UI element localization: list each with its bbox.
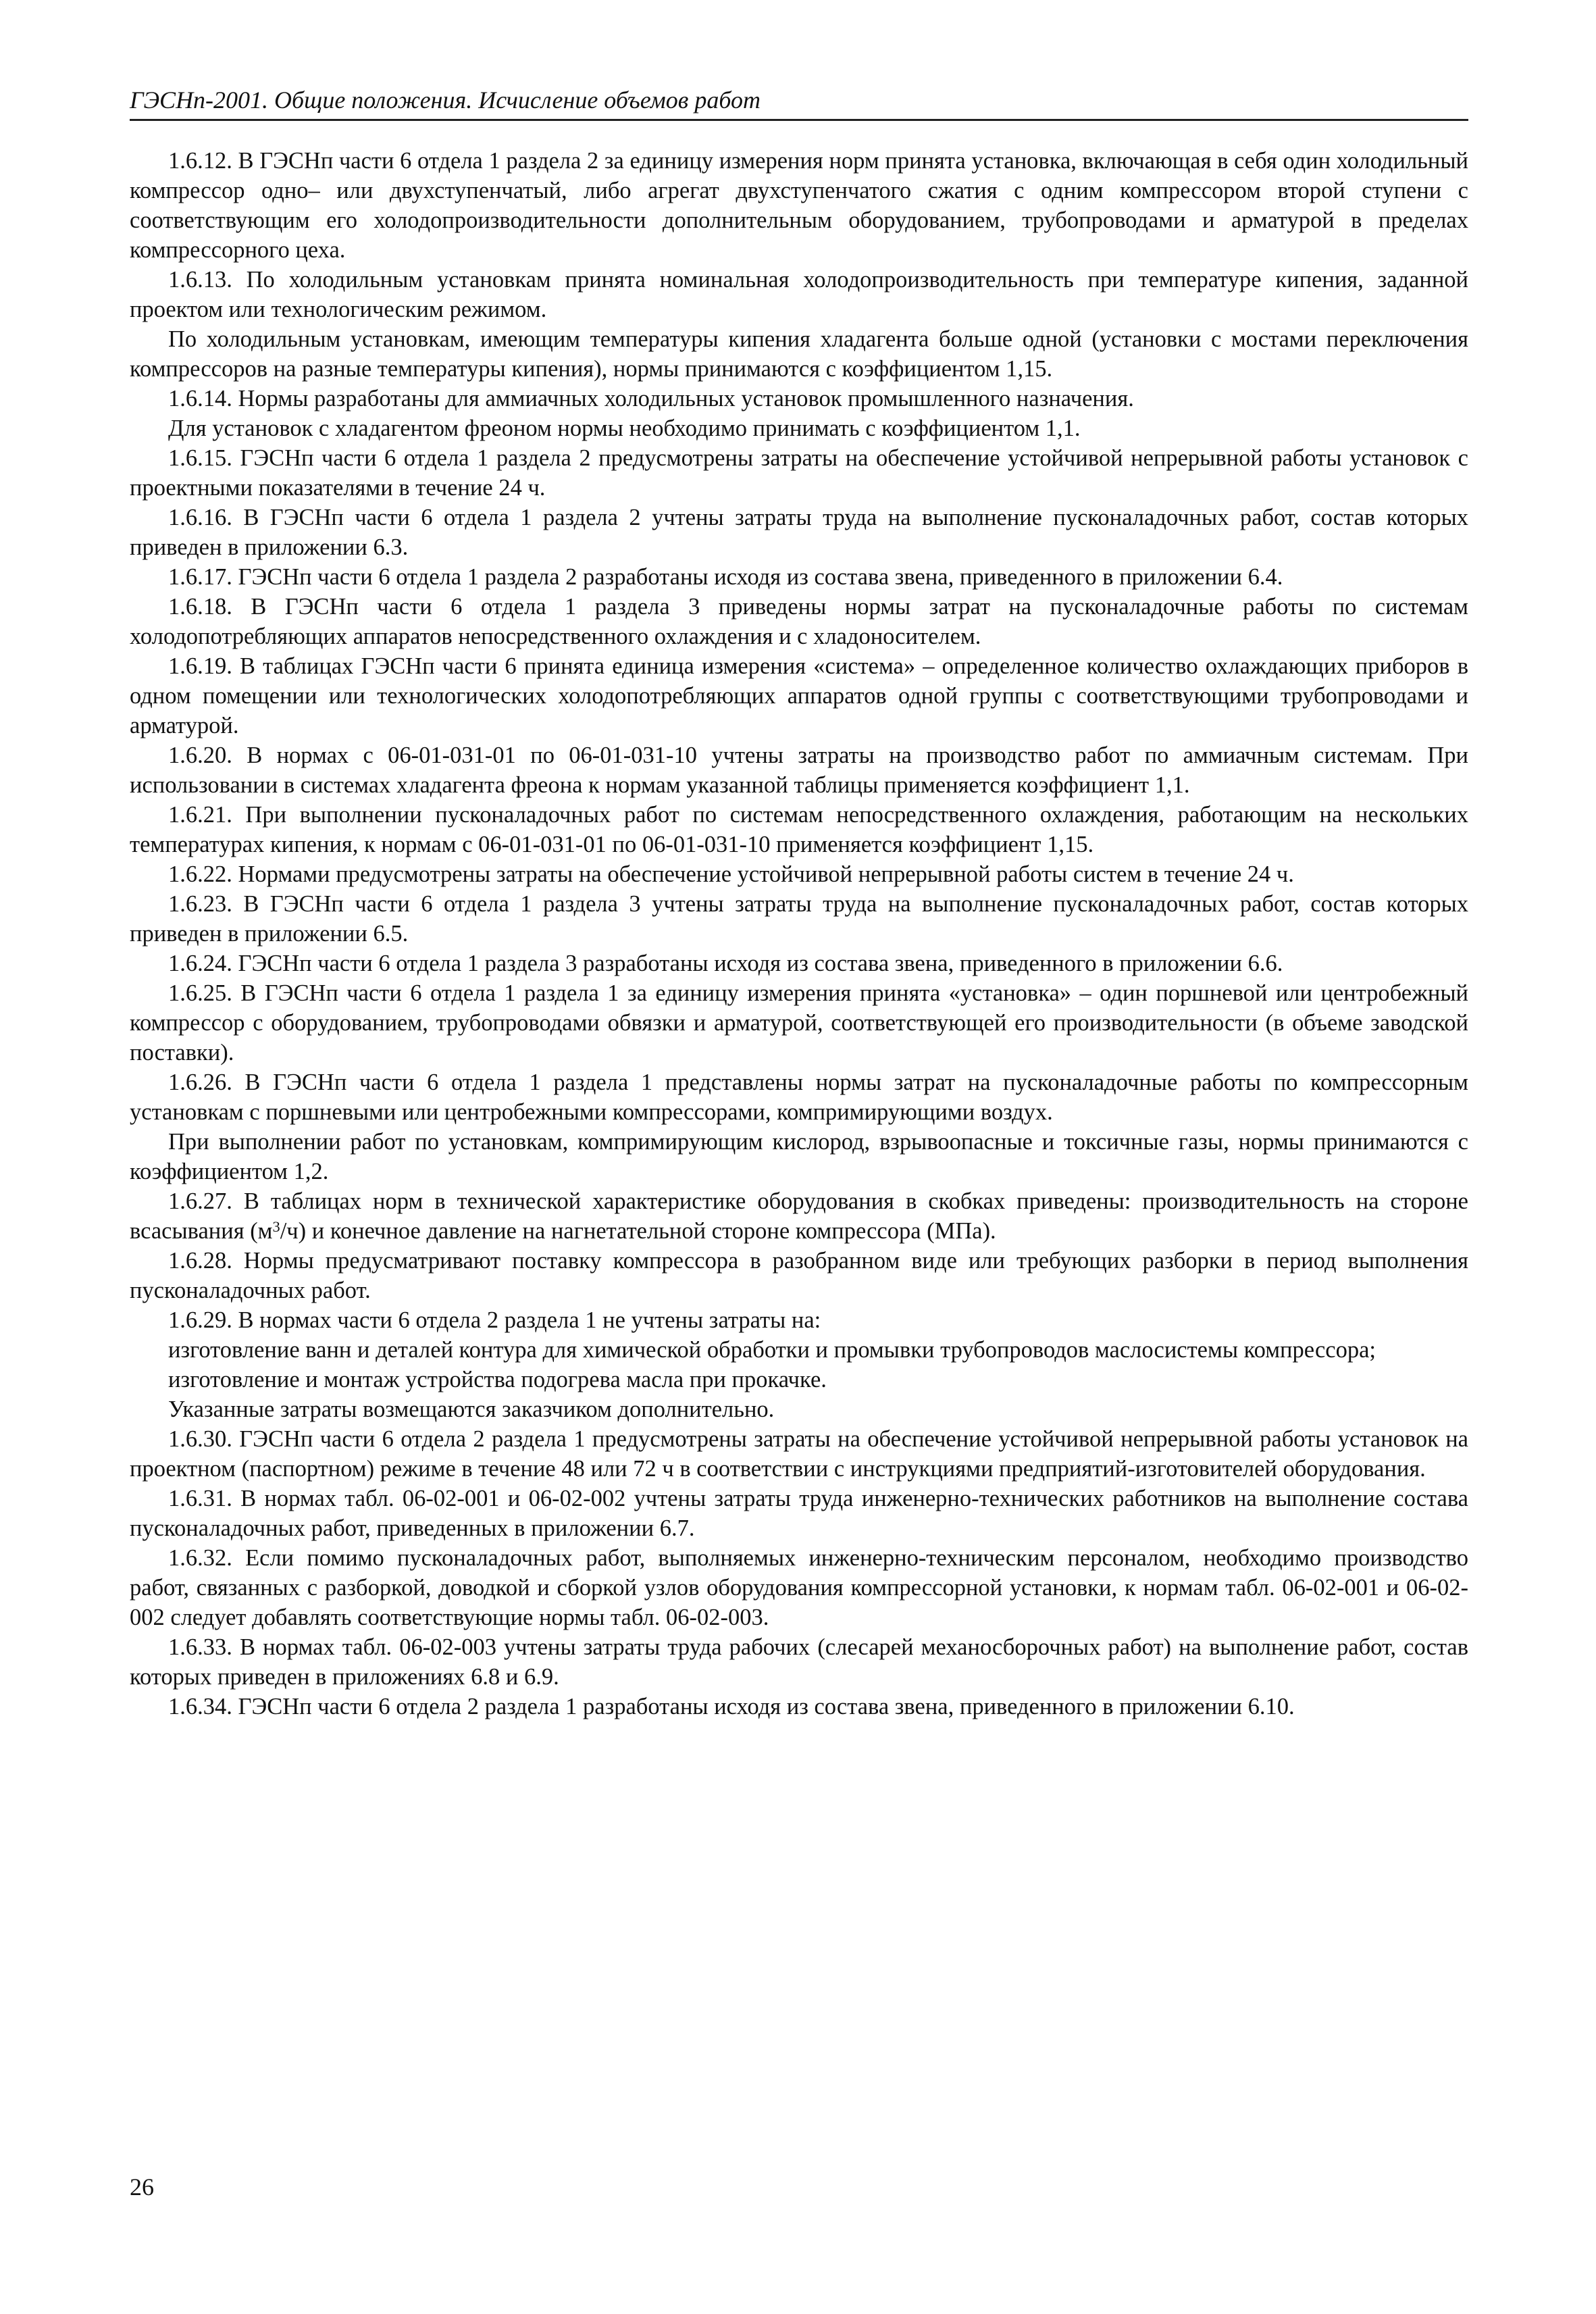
paragraph-1-6-31: 1.6.31. В нормах табл. 06-02-001 и 06-02-002 учтены затраты труда инженерно-технических работников на выполнение состава пусконаладочных работ, приведенных в приложении 6.7. — [130, 1486, 1468, 1541]
paragraph-1-6-12: 1.6.12. В ГЭСНп части 6 отдела 1 раздела 2 за единицу измерения норм принята установка, включающая в себя один холодильный компрессор одно– или двухступенчатый, либо агрегат двухступенчатого сжатия с одним компрессором второй ступени с соответствующим его холодопроизводительности дополнительным оборудованием, трубопроводами и арматурой в пределах компрессорного цеха. — [130, 148, 1468, 263]
paragraph-1-6-27 — [130, 1186, 1468, 1246]
paragraph-1-6-26-cont: При выполнении работ по установкам, компримирующим кислород, взрывоопасные и токсичные газы, нормы принимаются с коэффициентом 1,2. — [130, 1129, 1468, 1184]
paragraph-1-6-29-note: Указанные затраты возмещаются заказчиком дополнительно. — [168, 1397, 775, 1422]
paragraph-1-6-23: 1.6.23. В ГЭСНп части 6 отдела 1 раздела 3 учтены затраты труда на выполнение пусконаладочных работ, состав которых приведен в приложении 6.5. — [130, 891, 1468, 947]
paragraph-1-6-29-item-2: изготовление и монтаж устройства подогрева масла при прокачке. — [168, 1367, 827, 1392]
paragraph-1-6-13: 1.6.13. По холодильным установкам принята номинальная холодопроизводительность при температуре кипения, заданной проектом или технологическим режимом. — [130, 267, 1468, 322]
paragraph-1-6-24: 1.6.24. ГЭСНп части 6 отдела 1 раздела 3 разработаны исходя из состава звена, приведенного в приложении 6.6. — [168, 951, 1283, 976]
page-number: 26 — [130, 2173, 154, 2200]
paragraph-1-6-27-text-a: 1.6.27. В таблицах норм в технической характеристике оборудования в скобках приведены: производительность на стороне всасывания (м — [130, 1188, 1468, 1244]
paragraph-1-6-25: 1.6.25. В ГЭСНп части 6 отдела 1 раздела 1 за единицу измерения принята «установка» – один поршневой или центробежный компрессор с оборудованием, трубопроводами обвязки и арматурой, соответствующей его производительности (в объеме заводской поставки). — [130, 980, 1468, 1065]
paragraph-1-6-22: 1.6.22. Нормами предусмотрены затраты на обеспечение устойчивой непрерывной работы систем в течение 24 ч. — [168, 861, 1294, 887]
paragraph-1-6-30: 1.6.30. ГЭСНп части 6 отдела 2 раздела 1 предусмотрены затраты на обеспечение устойчивой непрерывной работы установок на проектном (паспортном) режиме в течение 48 или 72 ч в соответствии с инструкциями предприятий-изготовителей оборудования. — [130, 1426, 1468, 1482]
paragraph-1-6-13-cont: По холодильным установкам, имеющим температуры кипения хладагента больше одной (установки с мостами переключения компрессоров на разные температуры кипения), нормы принимаются с коэффициентом 1,15. — [130, 326, 1468, 382]
paragraph-1-6-28: 1.6.28. Нормы предусматривают поставку компрессора в разобранном виде или требующих разборки в период выполнения пусконаладочных работ. — [130, 1248, 1468, 1303]
paragraph-1-6-17: 1.6.17. ГЭСНп части 6 отдела 1 раздела 2 разработаны исходя из состава звена, приведенного в приложении 6.4. — [168, 564, 1283, 590]
running-header: ГЭСНп-2001. Общие положения. Исчисление объемов работ — [130, 86, 761, 114]
paragraph-1-6-34: 1.6.34. ГЭСНп части 6 отдела 2 раздела 1 разработаны исходя из состава звена, приведенного в приложении 6.10. — [168, 1694, 1295, 1719]
cubic-superscript: 3 — [272, 1217, 280, 1235]
paragraph-1-6-26: 1.6.26. В ГЭСНп части 6 отдела 1 раздела 1 представлены нормы затрат на пусконаладочные работы по компрессорным установкам с поршневыми или центробежными компрессорами, компримирующими воздух. — [130, 1070, 1468, 1125]
paragraph-1-6-29: 1.6.29. В нормах части 6 отдела 2 раздела 1 не учтены затраты на: — [168, 1307, 821, 1333]
paragraph-1-6-18: 1.6.18. В ГЭСНп части 6 отдела 1 раздела 3 приведены нормы затрат на пусконаладочные работы по системам холодопотребляющих аппаратов непосредственного охлаждения и с хладоносителем. — [130, 594, 1468, 649]
body-text — [130, 146, 1468, 1721]
paragraph-1-6-27-text-b: /ч) и конечное давление на нагнетательной стороне компрессора (МПа). — [280, 1218, 996, 1244]
paragraph-1-6-21: 1.6.21. При выполнении пусконаладочных работ по системам непосредственного охлаждения, работающим на нескольких температурах кипения, к нормам с 06-01-031-01 по 06-01-031-10 применяется коэффициент 1,15. — [130, 802, 1468, 857]
paragraph-1-6-16: 1.6.16. В ГЭСНп части 6 отдела 1 раздела 2 учтены затраты труда на выполнение пусконаладочных работ, состав которых приведен в приложении 6.3. — [130, 505, 1468, 560]
paragraph-1-6-32: 1.6.32. Если помимо пусконаладочных работ, выполняемых инженерно-техническим персоналом, необходимо производство работ, связанных с разборкой, доводкой и сборкой узлов оборудования компрессорной установки, к нормам табл. 06-02-001 и 06-02-002 следует добавлять соответствующие нормы табл. 06-02-003. — [130, 1545, 1468, 1630]
paragraph-1-6-15: 1.6.15. ГЭСНп части 6 отдела 1 раздела 2 предусмотрены затраты на обеспечение устойчивой непрерывной работы установок с проектными показателями в течение 24 ч. — [130, 445, 1468, 501]
header-rule — [130, 119, 1468, 121]
paragraph-1-6-19: 1.6.19. В таблицах ГЭСНп части 6 принята единица измерения «система» – определенное количество охлаждающих приборов в одном помещении или технологических холодопотребляющих аппаратов одной группы с соответствующими трубопроводами и арматурой. — [130, 653, 1468, 738]
paragraph-1-6-14: 1.6.14. Нормы разработаны для аммиачных холодильных установок промышленного назначения. — [168, 386, 1134, 411]
paragraph-1-6-14-cont: Для установок с хладагентом фреоном нормы необходимо принимать с коэффициентом 1,1. — [168, 416, 1081, 441]
paragraph-1-6-33: 1.6.33. В нормах табл. 06-02-003 учтены затраты труда рабочих (слесарей механосборочных работ) на выполнение работ, состав которых приведен в приложениях 6.8 и 6.9. — [130, 1634, 1468, 1690]
paragraph-1-6-29-item-1: изготовление ванн и деталей контура для химической обработки и промывки трубопроводов маслосистемы компрессора; — [168, 1337, 1376, 1363]
paragraph-1-6-20: 1.6.20. В нормах с 06-01-031-01 по 06-01-031-10 учтены затраты на производство работ по аммиачным системам. При использовании в системах хладагента фреона к нормам указанной таблицы применяется коэффициент 1,1. — [130, 743, 1468, 798]
